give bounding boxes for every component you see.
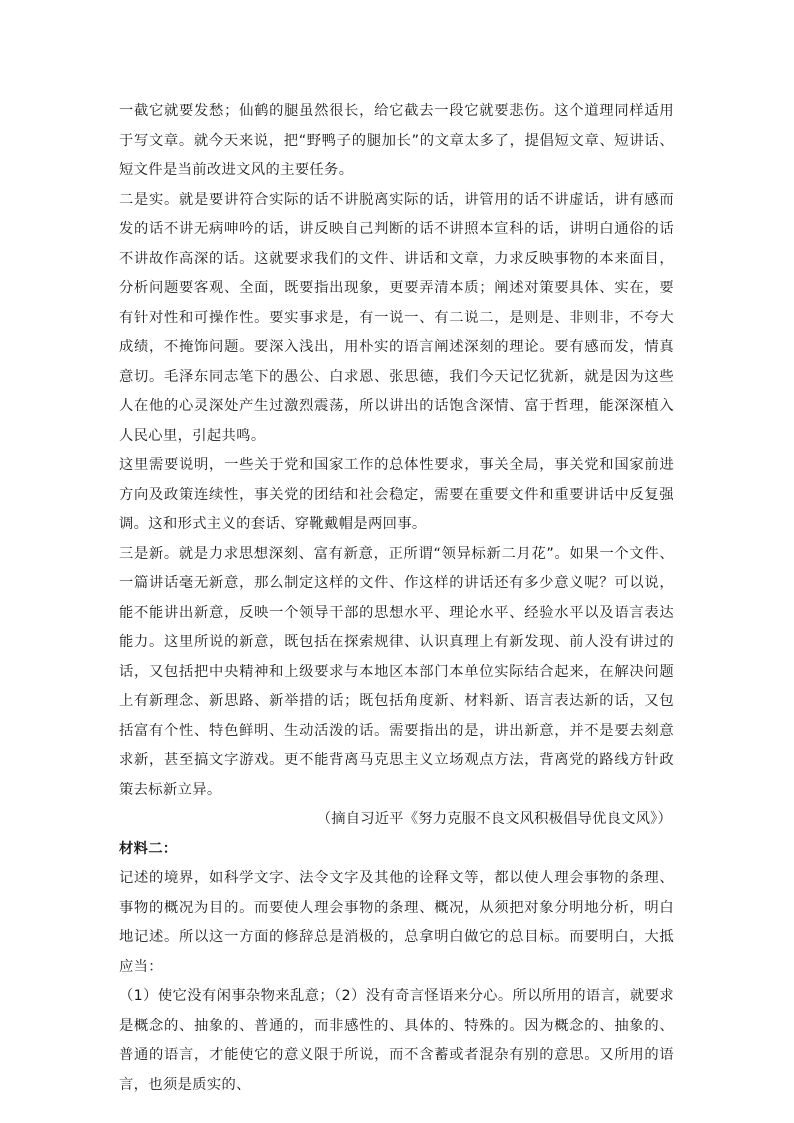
paragraph-clarification: 这里需要说明，一些关于党和国家工作的总体性要求，事关全局，事关党和国家前进方向及政策连续性，事关党的团结和社会稳定，需要在重要文件和重要讲话中反复强调。这和形式主义的套话、穿靴戴帽是两回事。: [119, 457, 674, 532]
paragraph-be-novel: 三是新。就是力求思想深刻、富有新意，正所谓“领异标新二月花”。如果一个文件、一篇讲话毫无新意，那么制定这样的文件、作这样的讲话还有多少意义呢？可以说，能不能讲出新意，反映一个领导干部的思想水平、理论水平、经验水平以及语言表达能力。这里所说的新意，既包括在探索规律、认识真理上有新发现、前人没有讲过的话，又包括把中央精神和上级要求与本地区本部门本单位实际结合起来，在解决问题上有新理念、新思路、新举措的话；既包括角度新、材料新、语言表达新的话，又包括富有个性、特色鲜明、生动活泼的话。需要指出的是，讲出新意，并不是要去刻意求新，甚至搞文字游戏。更不能背离马克思主义立场观点方法，背离党的路线方针政策去标新立异。: [119, 545, 674, 798]
document-page: [119, 97, 674, 1100]
paragraph-language-requirements: （1）使它没有闲事杂物来乱意；（2）没有奇言怪语来分心。所以所用的语言，就要求是概念的、抽象的、普通的，而非感性的、具体的、特殊的。因为概念的、抽象的、普通的语言，才能使它的意义限于所说，而不含蓄或者混杂有别的意思。又所用的语言，也须是质实的、: [119, 988, 674, 1093]
source-citation: （摘自习近平《努力克服不良文风积极倡导优良文风》）: [316, 811, 672, 827]
material-two-heading: 材料二：: [119, 840, 178, 857]
paragraph-be-practical: 二是实。就是要讲符合实际的话不讲脱离实际的话，讲管用的话不讲虚话，讲有感而发的话不讲无病呻吟的话，讲反映自己判断的话不讲照本宣科的话，讲明白通俗的话不讲故作高深的话。这就要求我们的文件、讲话和文章，力求反映事物的本来面目，分析问题要客观、全面，既要指出现象，更要弄清本质；阐述对策要具体、实在，要有针对性和可操作性。要实事求是，有一说一、有二说二，是则是、非则非，不夸大成绩，不掩饰问题。要深入浅出，用朴实的语言阐述深刻的理论。要有感而发，情真意切。毛泽东同志笔下的愚公、白求恩、张思德，我们今天记忆犹新，就是因为这些人在他的心灵深处产生过激烈震荡，所以讲出的话饱含深情、富于哲理，能深深植入人民心里，引起共鸣。: [119, 191, 674, 444]
paragraph-narrative-realm: 记述的境界，如科学文字、法令文字及其他的诠释文等，都以使人理会事物的条理、事物的概况为目的。而要使人理会事物的条理、概况，从须把对象分明地分析，明白地记述。所以这一方面的修辞总是消极的，总拿明白做它的总目标。而要明白，大抵应当：: [119, 870, 674, 975]
paragraph-length-analogy: 一截它就要发愁；仙鹤的腿虽然很长，给它截去一段它就要悲伤。这个道理同样适用于写文章。就今天来说，把“野鸭子的腿加长”的文章太多了，提倡短文章、短讲话、短文件是当前改进文风的主要任务。: [119, 103, 674, 178]
